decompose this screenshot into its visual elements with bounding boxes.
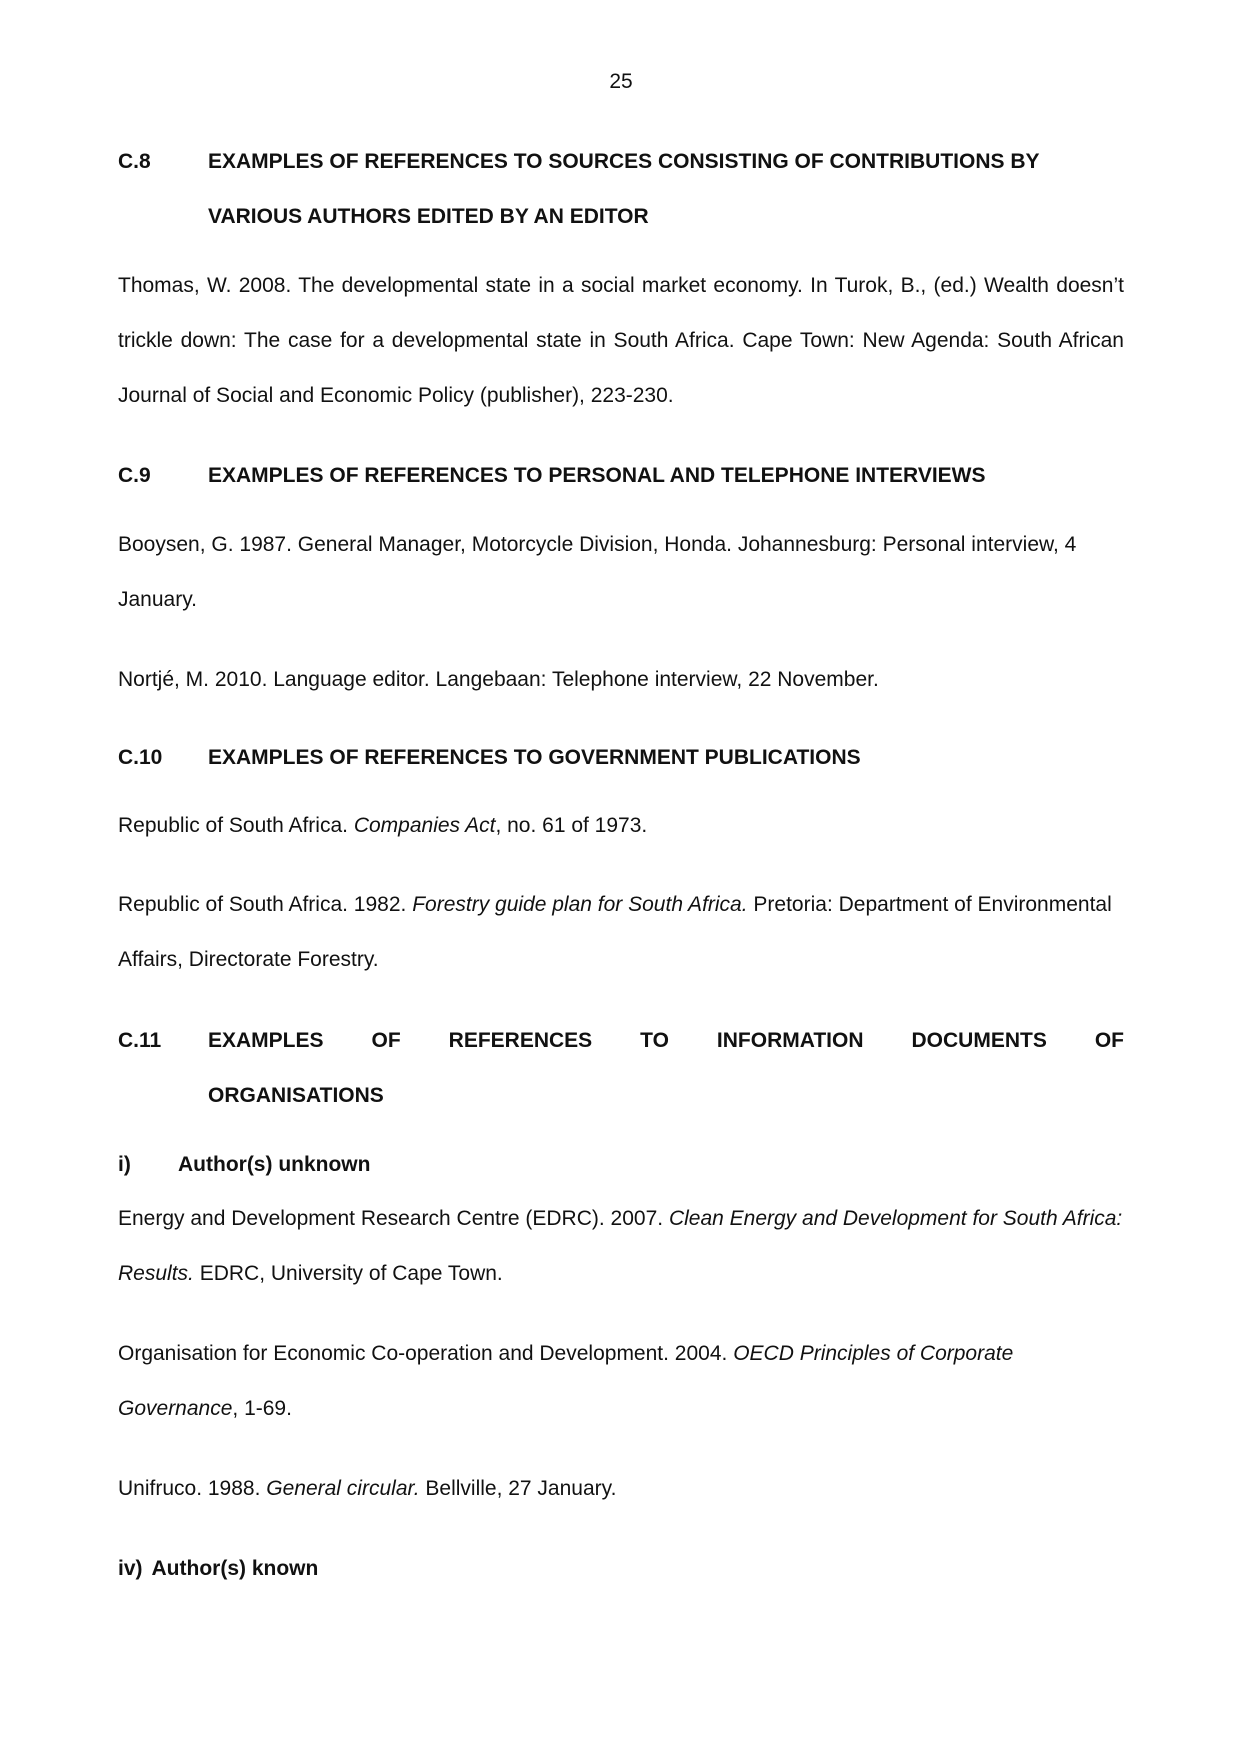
reference-text: Organisation for Economic Co-operation and Development. 2004. [118,1342,734,1365]
subsection-number: iv) [118,1557,143,1580]
reference-text: Energy and Development Research Centre (EDRC). 2007. [118,1207,669,1230]
reference-text: EDRC, University of Cape Town. [193,1262,503,1285]
reference-title-italic: Forestry guide plan for South Africa. [412,893,748,916]
section-title: EXAMPLES OF REFERENCES TO SOURCES CONSISTING OF CONTRIBUTIONS BY VARIOUS AUTHORS EDITED BY AN EDITOR [208,150,1040,228]
reference-title-italic: OECD Principles of Corporate Governance [118,1342,1014,1420]
section-heading-c11 [118,1013,1124,1123]
section-heading-c10 [118,730,1124,785]
section-title-line: ORGANISATIONS [208,1084,384,1107]
section-heading-c9 [118,448,1124,503]
reference-entry [118,1461,1124,1516]
page-number: 25 [609,70,633,93]
reference-text: Unifruco. 1988. [118,1477,267,1500]
subsection-heading [118,1137,1124,1192]
section-number: C.8 [118,150,151,173]
reference-entry: Nortjé, M. 2010. Language editor. Langebaan: Telephone interview, 22 November. [118,668,879,691]
reference-text: , 1-69. [232,1397,292,1420]
reference-text: Pretoria: Department of Environmental Affairs, Directorate Forestry. [118,893,1112,971]
reference-text: , no. 61 of 1973. [495,814,648,837]
section-number: C.10 [118,746,163,769]
section-number: C.9 [118,464,151,487]
section-number: C.11 [118,1029,162,1052]
reference-entry [118,1191,1124,1301]
reference-entry [118,1326,1124,1436]
subsection-title: Author(s) known [151,1557,319,1580]
section-title-line: EXAMPLES OF REFERENCES TO INFORMATION DOCUMENTS OF [208,1029,1124,1052]
reference-title-italic: Clean Energy and Development for South Africa: Results. [118,1207,1123,1285]
reference-text: Republic of South Africa. 1982. [118,893,413,916]
reference-title-italic: Companies Act [353,814,496,837]
section-title [208,1013,1124,1123]
subsection-title: Author(s) unknown [178,1153,371,1176]
subsection-heading [118,1541,1124,1596]
reference-entry [118,798,1124,853]
reference-text: Republic of South Africa. [118,814,354,837]
reference-entry: Booysen, G. 1987. General Manager, Motorcycle Division, Honda. Johannesburg: Personal interview, 4 January. [118,533,1077,611]
subsection-number: i) [118,1153,131,1176]
reference-entry: Thomas, W. 2008. The developmental state in a social market economy. In Turok, B., (ed.) Wealth doesn’t trickle down: The case for a developmental state in South Africa. Cape Town: New Agenda: South African Journal of Social and Economic Policy (publisher), 223-230. [118,274,1124,407]
reference-text: Bellville, 27 January. [419,1477,617,1500]
section-title: EXAMPLES OF REFERENCES TO GOVERNMENT PUBLICATIONS [208,746,861,769]
reference-title-italic: General circular. [266,1477,420,1500]
section-title: EXAMPLES OF REFERENCES TO PERSONAL AND TELEPHONE INTERVIEWS [208,464,986,487]
section-heading-c8 [118,134,1124,244]
reference-entry [118,877,1124,987]
